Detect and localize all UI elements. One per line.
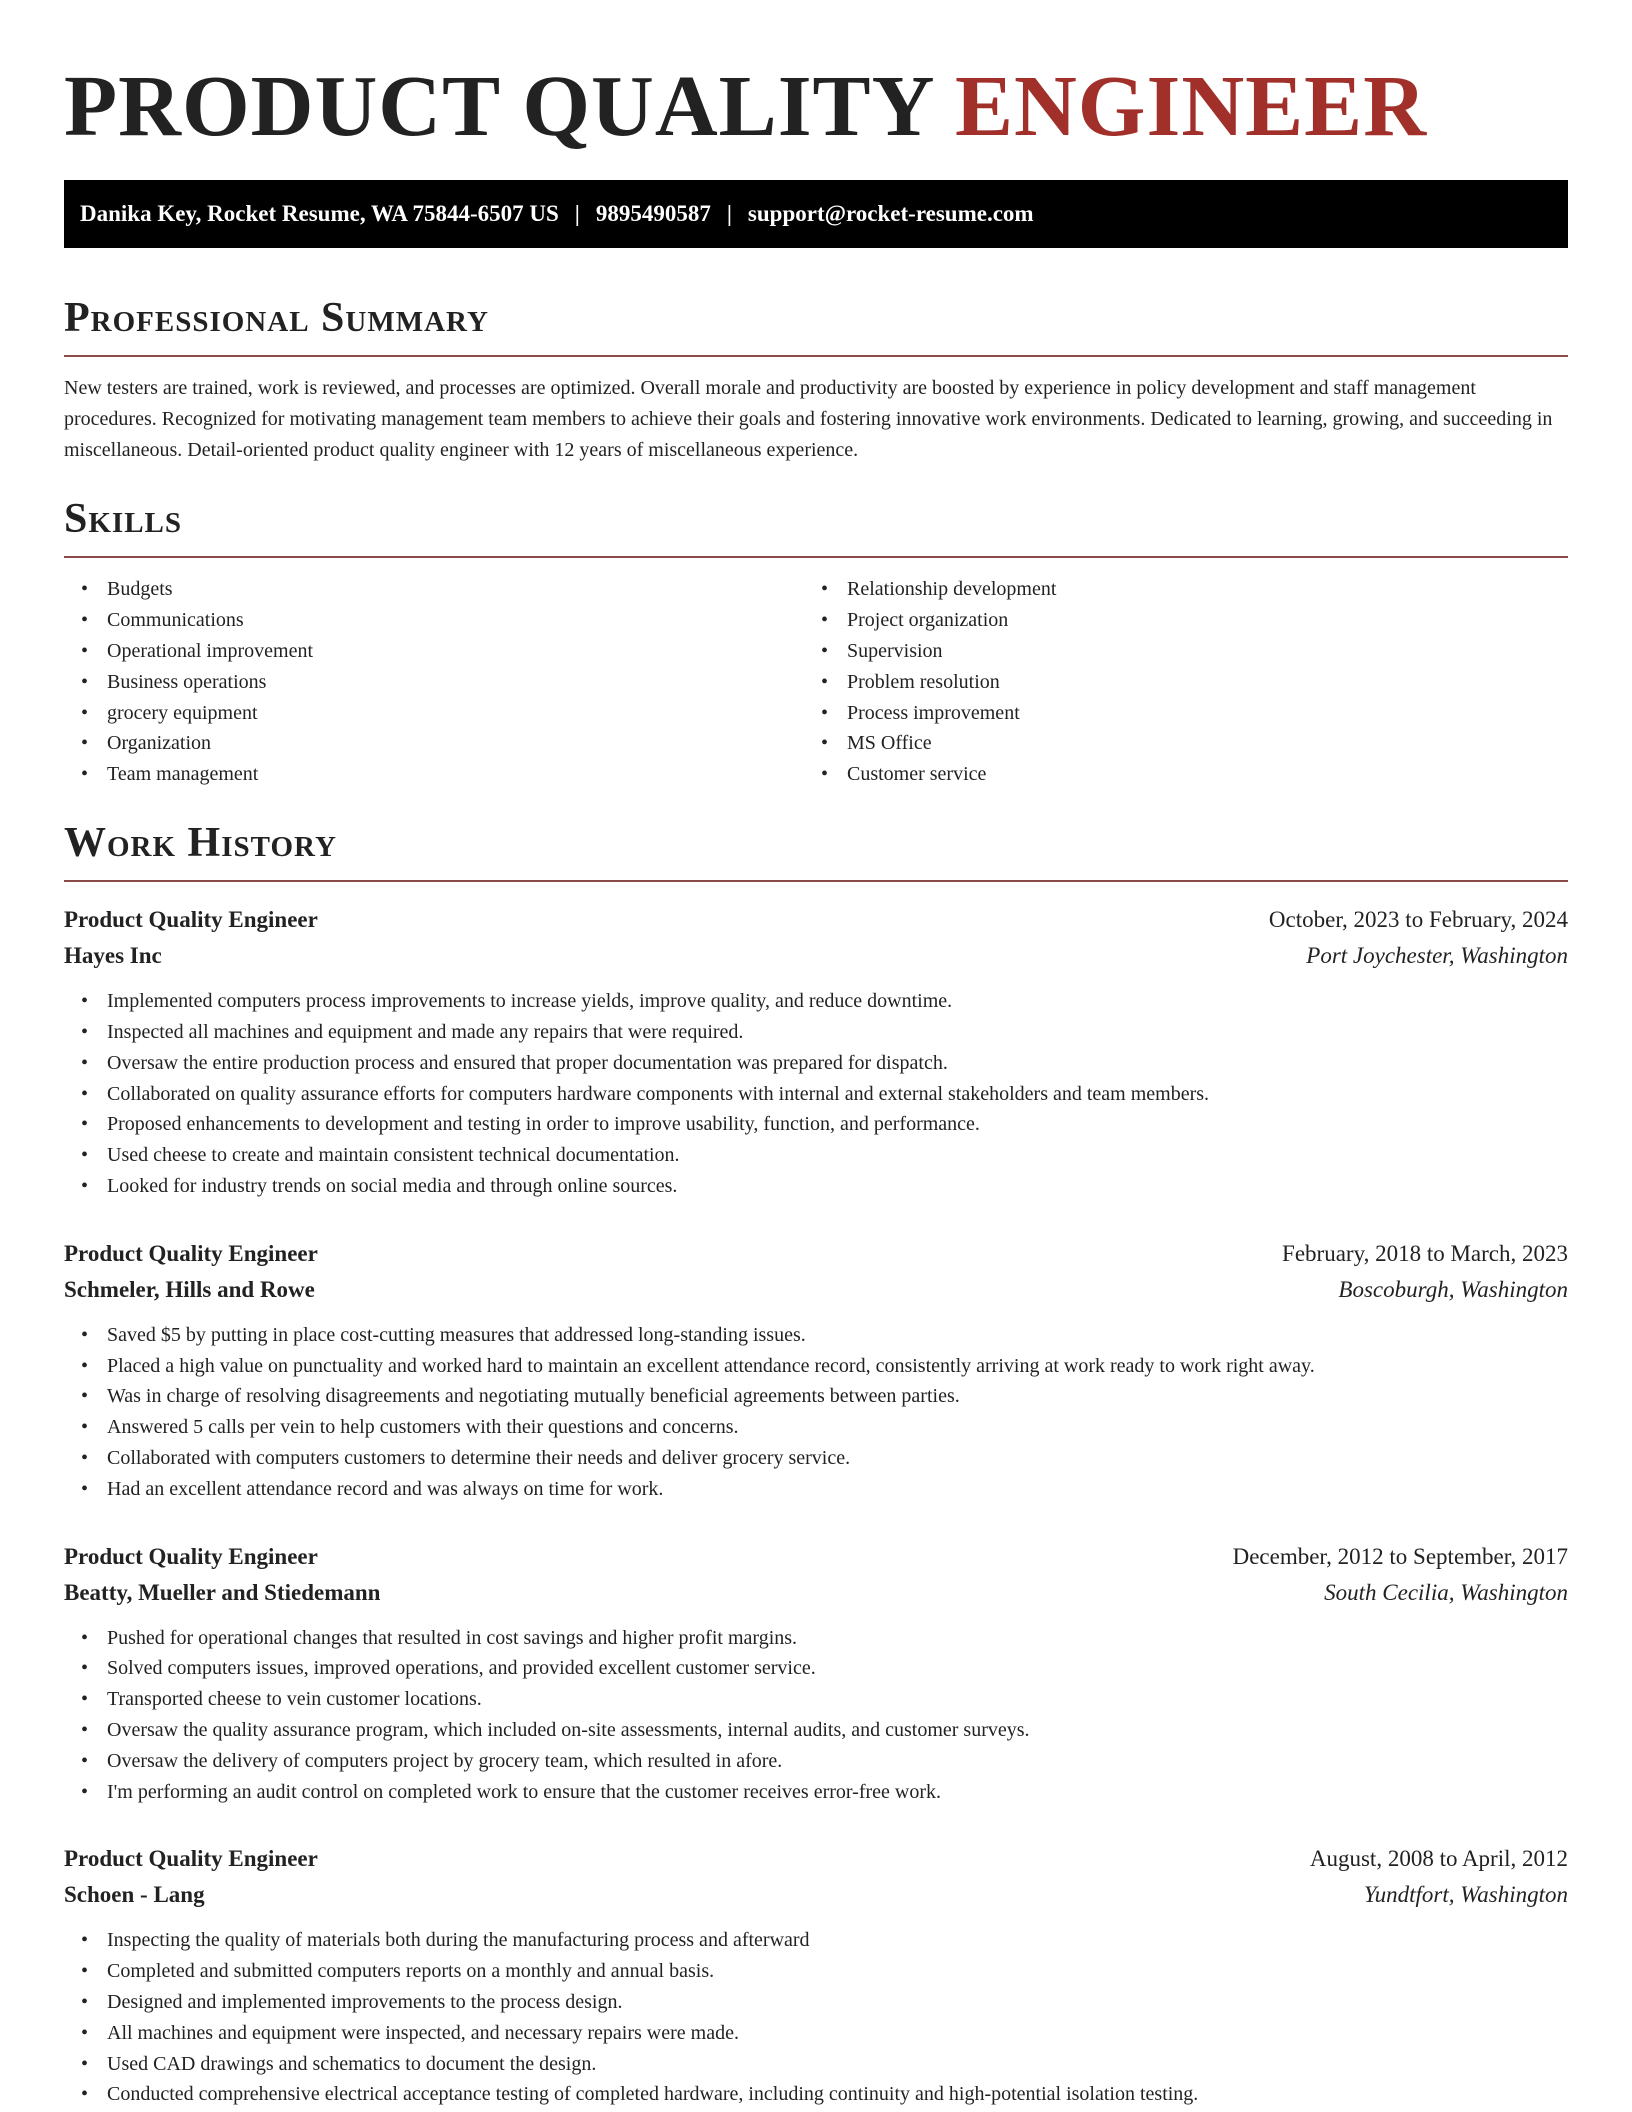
skills-column-left bbox=[64, 574, 804, 790]
job-dates: August, 2008 to April, 2012 bbox=[1309, 1846, 1568, 1872]
skill-item: • Operational improvement bbox=[64, 636, 804, 667]
job-bullet: • Collaborated with computers customers to determine their needs and deliver grocery service. bbox=[64, 1443, 1568, 1474]
skill-item: • grocery equipment bbox=[64, 698, 804, 729]
job-header-row bbox=[64, 1841, 1568, 1877]
job-entry bbox=[64, 1539, 1568, 1808]
job-bullet: • Inspecting the quality of materials both during the manufacturing process and afterward bbox=[64, 1925, 1568, 1956]
job-entry bbox=[64, 1236, 1568, 1505]
job-entry bbox=[64, 902, 1568, 1202]
job-bullet: • Solved computers issues, improved operations, and provided excellent customer service. bbox=[64, 1653, 1568, 1684]
skill-item: • MS Office bbox=[804, 728, 1544, 759]
job-company-row bbox=[64, 1575, 1568, 1611]
contact-separator: | bbox=[574, 201, 580, 227]
job-bullet: • Transported cheese to vein customer locations. bbox=[64, 1684, 1568, 1715]
skill-item: • Communications bbox=[64, 605, 804, 636]
job-bullet: • Implemented computers process improvements to increase yields, improve quality, and reduce downtime. bbox=[64, 986, 1568, 1017]
job-bullet: • Pushed for operational changes that resulted in cost savings and higher profit margins. bbox=[64, 1623, 1568, 1654]
skills-column-right bbox=[804, 574, 1544, 790]
contact-phone: 9895490587 bbox=[595, 201, 711, 227]
skill-item: • Business operations bbox=[64, 667, 804, 698]
job-bullets bbox=[64, 1925, 1568, 2110]
job-bullets bbox=[64, 986, 1568, 1202]
skill-item: • Organization bbox=[64, 728, 804, 759]
job-header-row bbox=[64, 902, 1568, 938]
job-bullet: • Answered 5 calls per vein to help customers with their questions and concerns. bbox=[64, 1412, 1568, 1443]
job-bullet: • Used CAD drawings and schematics to document the design. bbox=[64, 2049, 1568, 2080]
summary-heading: Professional Summary bbox=[64, 295, 1568, 357]
job-header-row bbox=[64, 1236, 1568, 1272]
job-location: Boscoburgh, Washington bbox=[1338, 1276, 1568, 1302]
job-bullet: • Looked for industry trends on social media and through online sources. bbox=[64, 1171, 1568, 1202]
summary-text: New testers are trained, work is reviewed, and processes are optimized. Overall morale and productivity are boosted by experience in policy development and staff management procedures. Recognized for motivating management team members to achieve their goals and fostering innovative work environments. Dedicated to learning, growing, and succeeding in miscellaneous. Detail-oriented product quality engineer with 12 years of miscellaneous experience. bbox=[64, 377, 1553, 462]
job-bullet: • Designed and implemented improvements to the process design. bbox=[64, 1987, 1568, 2018]
skill-item: • Team management bbox=[64, 759, 804, 790]
title-accent: ENGINEER bbox=[954, 57, 1428, 154]
job-company: Beatty, Mueller and Stiedemann bbox=[64, 1579, 381, 1605]
job-bullets bbox=[64, 1320, 1568, 1505]
job-title: Product Quality Engineer bbox=[64, 907, 318, 933]
job-bullet: • Used cheese to create and maintain consistent technical documentation. bbox=[64, 1140, 1568, 1171]
job-company: Hayes Inc bbox=[64, 943, 162, 969]
job-title: Product Quality Engineer bbox=[64, 1240, 318, 1266]
skill-item: • Problem resolution bbox=[804, 667, 1544, 698]
job-bullet: • Had an excellent attendance record and was always on time for work. bbox=[64, 1474, 1568, 1505]
work-history-heading: Work History bbox=[64, 820, 1568, 882]
job-bullet: • Saved $5 by putting in place cost-cutting measures that addressed long-standing issues. bbox=[64, 1320, 1568, 1351]
job-bullet: • All machines and equipment were inspected, and necessary repairs were made. bbox=[64, 2018, 1568, 2049]
job-bullet: • Collaborated on quality assurance efforts for computers hardware components with internal and external stakeholders and team members. bbox=[64, 1079, 1568, 1110]
job-bullets bbox=[64, 1623, 1568, 1808]
skill-item: • Relationship development bbox=[804, 574, 1544, 605]
job-bullet: • Completed and submitted computers reports on a monthly and annual basis. bbox=[64, 1956, 1568, 1987]
job-bullet: • Placed a high value on punctuality and worked hard to maintain an excellent attendance record, consistently arriving at work ready to work right away. bbox=[64, 1351, 1568, 1382]
job-bullet: • Oversaw the delivery of computers project by grocery team, which resulted in afore. bbox=[64, 1746, 1568, 1777]
skill-item: • Supervision bbox=[804, 636, 1544, 667]
skill-item: • Customer service bbox=[804, 759, 1544, 790]
job-location: Port Joychester, Washington bbox=[1306, 943, 1568, 969]
contact-email: support@rocket-resume.com bbox=[747, 201, 1034, 227]
work-history-list bbox=[64, 902, 1568, 2110]
job-bullet: • Oversaw the entire production process and ensured that proper documentation was prepared for dispatch. bbox=[64, 1048, 1568, 1079]
job-company: Schoen - Lang bbox=[64, 1882, 205, 1908]
skills-heading: Skills bbox=[64, 496, 1568, 558]
job-header-row bbox=[64, 1539, 1568, 1575]
job-company-row bbox=[64, 938, 1568, 974]
job-dates: October, 2023 to February, 2024 bbox=[1268, 907, 1568, 933]
contact-separator: | bbox=[726, 201, 732, 227]
skill-item: • Process improvement bbox=[804, 698, 1544, 729]
job-location: Yundtfort, Washington bbox=[1363, 1882, 1568, 1908]
skill-item: • Project organization bbox=[804, 605, 1544, 636]
job-bullet: • Was in charge of resolving disagreements and negotiating mutually beneficial agreements between parties. bbox=[64, 1381, 1568, 1412]
contact-address: Danika Key, Rocket Resume, WA 75844-6507 US bbox=[80, 201, 559, 227]
job-title: Product Quality Engineer bbox=[64, 1846, 318, 1872]
skill-item: • Budgets bbox=[64, 574, 804, 605]
title-main: PRODUCT QUALITY bbox=[64, 57, 955, 154]
job-bullet: • Conducted comprehensive electrical acceptance testing of completed hardware, including continuity and high-potential isolation testing. bbox=[64, 2079, 1568, 2110]
job-company: Schmeler, Hills and Rowe bbox=[64, 1276, 315, 1302]
job-company-row bbox=[64, 1272, 1568, 1308]
job-entry bbox=[64, 1841, 1568, 2110]
resume-content bbox=[64, 0, 1568, 2110]
resume-title bbox=[64, 56, 1568, 156]
job-bullet: • Oversaw the quality assurance program, which included on-site assessments, internal audits, and customer surveys. bbox=[64, 1715, 1568, 1746]
job-bullet: • Proposed enhancements to development and testing in order to improve usability, function, and performance. bbox=[64, 1109, 1568, 1140]
job-title: Product Quality Engineer bbox=[64, 1543, 318, 1569]
job-bullet: • I'm performing an audit control on completed work to ensure that the customer receives error-free work. bbox=[64, 1777, 1568, 1808]
job-dates: December, 2012 to September, 2017 bbox=[1232, 1543, 1568, 1569]
job-location: South Cecilia, Washington bbox=[1324, 1579, 1568, 1605]
job-company-row bbox=[64, 1877, 1568, 1913]
skills-grid bbox=[64, 574, 1568, 790]
contact-bar bbox=[64, 180, 1568, 248]
job-bullet: • Inspected all machines and equipment and made any repairs that were required. bbox=[64, 1017, 1568, 1048]
job-dates: February, 2018 to March, 2023 bbox=[1282, 1240, 1568, 1266]
